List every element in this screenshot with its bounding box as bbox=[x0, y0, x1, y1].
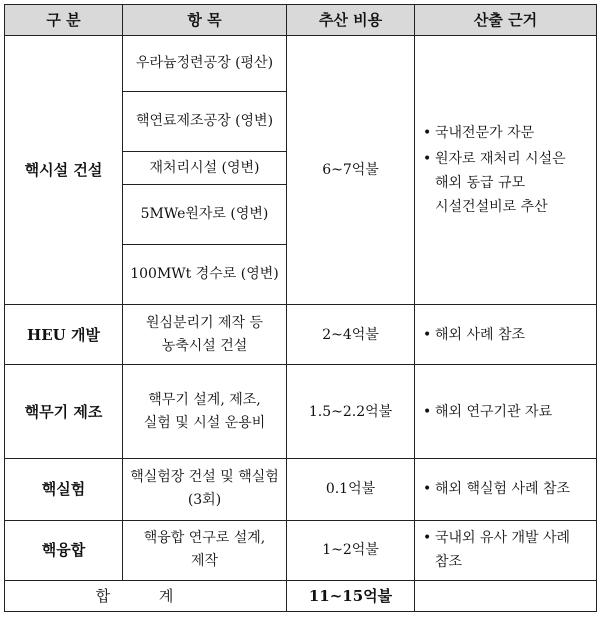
item-reprocessing: 재처리시설 (영변) bbox=[123, 152, 287, 185]
category-weapon: 핵무기 제조 bbox=[5, 365, 123, 458]
table-row bbox=[5, 365, 597, 458]
cost-heu: 2~4억불 bbox=[287, 305, 415, 365]
header-cost: 추산 비용 bbox=[287, 5, 415, 36]
table-row bbox=[5, 520, 597, 580]
item-test: 핵실험장 건설 및 핵실험 (3회) bbox=[123, 458, 287, 520]
cost-weapon: 1.5~2.2억불 bbox=[287, 365, 415, 458]
item-weapon: 핵무기 설계, 제조, 실험 및 시설 운용비 bbox=[123, 365, 287, 458]
header-row bbox=[5, 5, 597, 36]
category-fusion: 핵융합 bbox=[5, 520, 123, 580]
basis-item: • 해외 연구기관 자료 bbox=[423, 400, 590, 424]
table-row bbox=[5, 36, 597, 92]
basis-item: • 해외 사례 참조 bbox=[423, 323, 590, 347]
category-heu: HEU 개발 bbox=[5, 305, 123, 365]
basis-item: • 해외 핵실험 사례 참조 bbox=[423, 477, 590, 501]
basis-test bbox=[415, 458, 597, 520]
total-row bbox=[5, 580, 597, 611]
item-5mwe-reactor: 5MWe원자로 (영변) bbox=[123, 185, 287, 245]
cost-fusion: 1~2억불 bbox=[287, 520, 415, 580]
header-item: 항 목 bbox=[123, 5, 287, 36]
basis-weapon bbox=[415, 365, 597, 458]
basis-item: • 국내전문가 자문 bbox=[423, 121, 590, 145]
table-row bbox=[5, 305, 597, 365]
total-cost: 11~15억불 bbox=[287, 580, 415, 611]
basis-fusion bbox=[415, 520, 597, 580]
basis-item: • 원자로 재처리 시설은 해외 동급 규모 시설건설비로 추산 bbox=[423, 147, 590, 219]
header-category: 구 분 bbox=[5, 5, 123, 36]
item-fuel-plant: 핵연료제조공장 (영변) bbox=[123, 91, 287, 151]
cost-test: 0.1억불 bbox=[287, 458, 415, 520]
item-100mwt-lwr: 100MWt 경수로 (영변) bbox=[123, 245, 287, 305]
category-test: 핵실험 bbox=[5, 458, 123, 520]
header-basis: 산출 근거 bbox=[415, 5, 597, 36]
category-facility: 핵시설 건설 bbox=[5, 36, 123, 305]
total-basis-empty bbox=[415, 580, 597, 611]
basis-heu bbox=[415, 305, 597, 365]
item-uranium-refinery: 우라늄정련공장 (평산) bbox=[123, 36, 287, 92]
cost-estimate-table bbox=[4, 4, 597, 612]
basis-facility bbox=[415, 36, 597, 305]
basis-item: • 국내외 유사 개발 사례 참조 bbox=[423, 526, 590, 574]
total-label: 합 계 bbox=[5, 580, 287, 611]
cost-facility: 6~7억불 bbox=[287, 36, 415, 305]
table-row bbox=[5, 458, 597, 520]
item-heu: 원심분리기 제작 등 농축시설 건설 bbox=[123, 305, 287, 365]
item-fusion: 핵융합 연구로 설계, 제작 bbox=[123, 520, 287, 580]
